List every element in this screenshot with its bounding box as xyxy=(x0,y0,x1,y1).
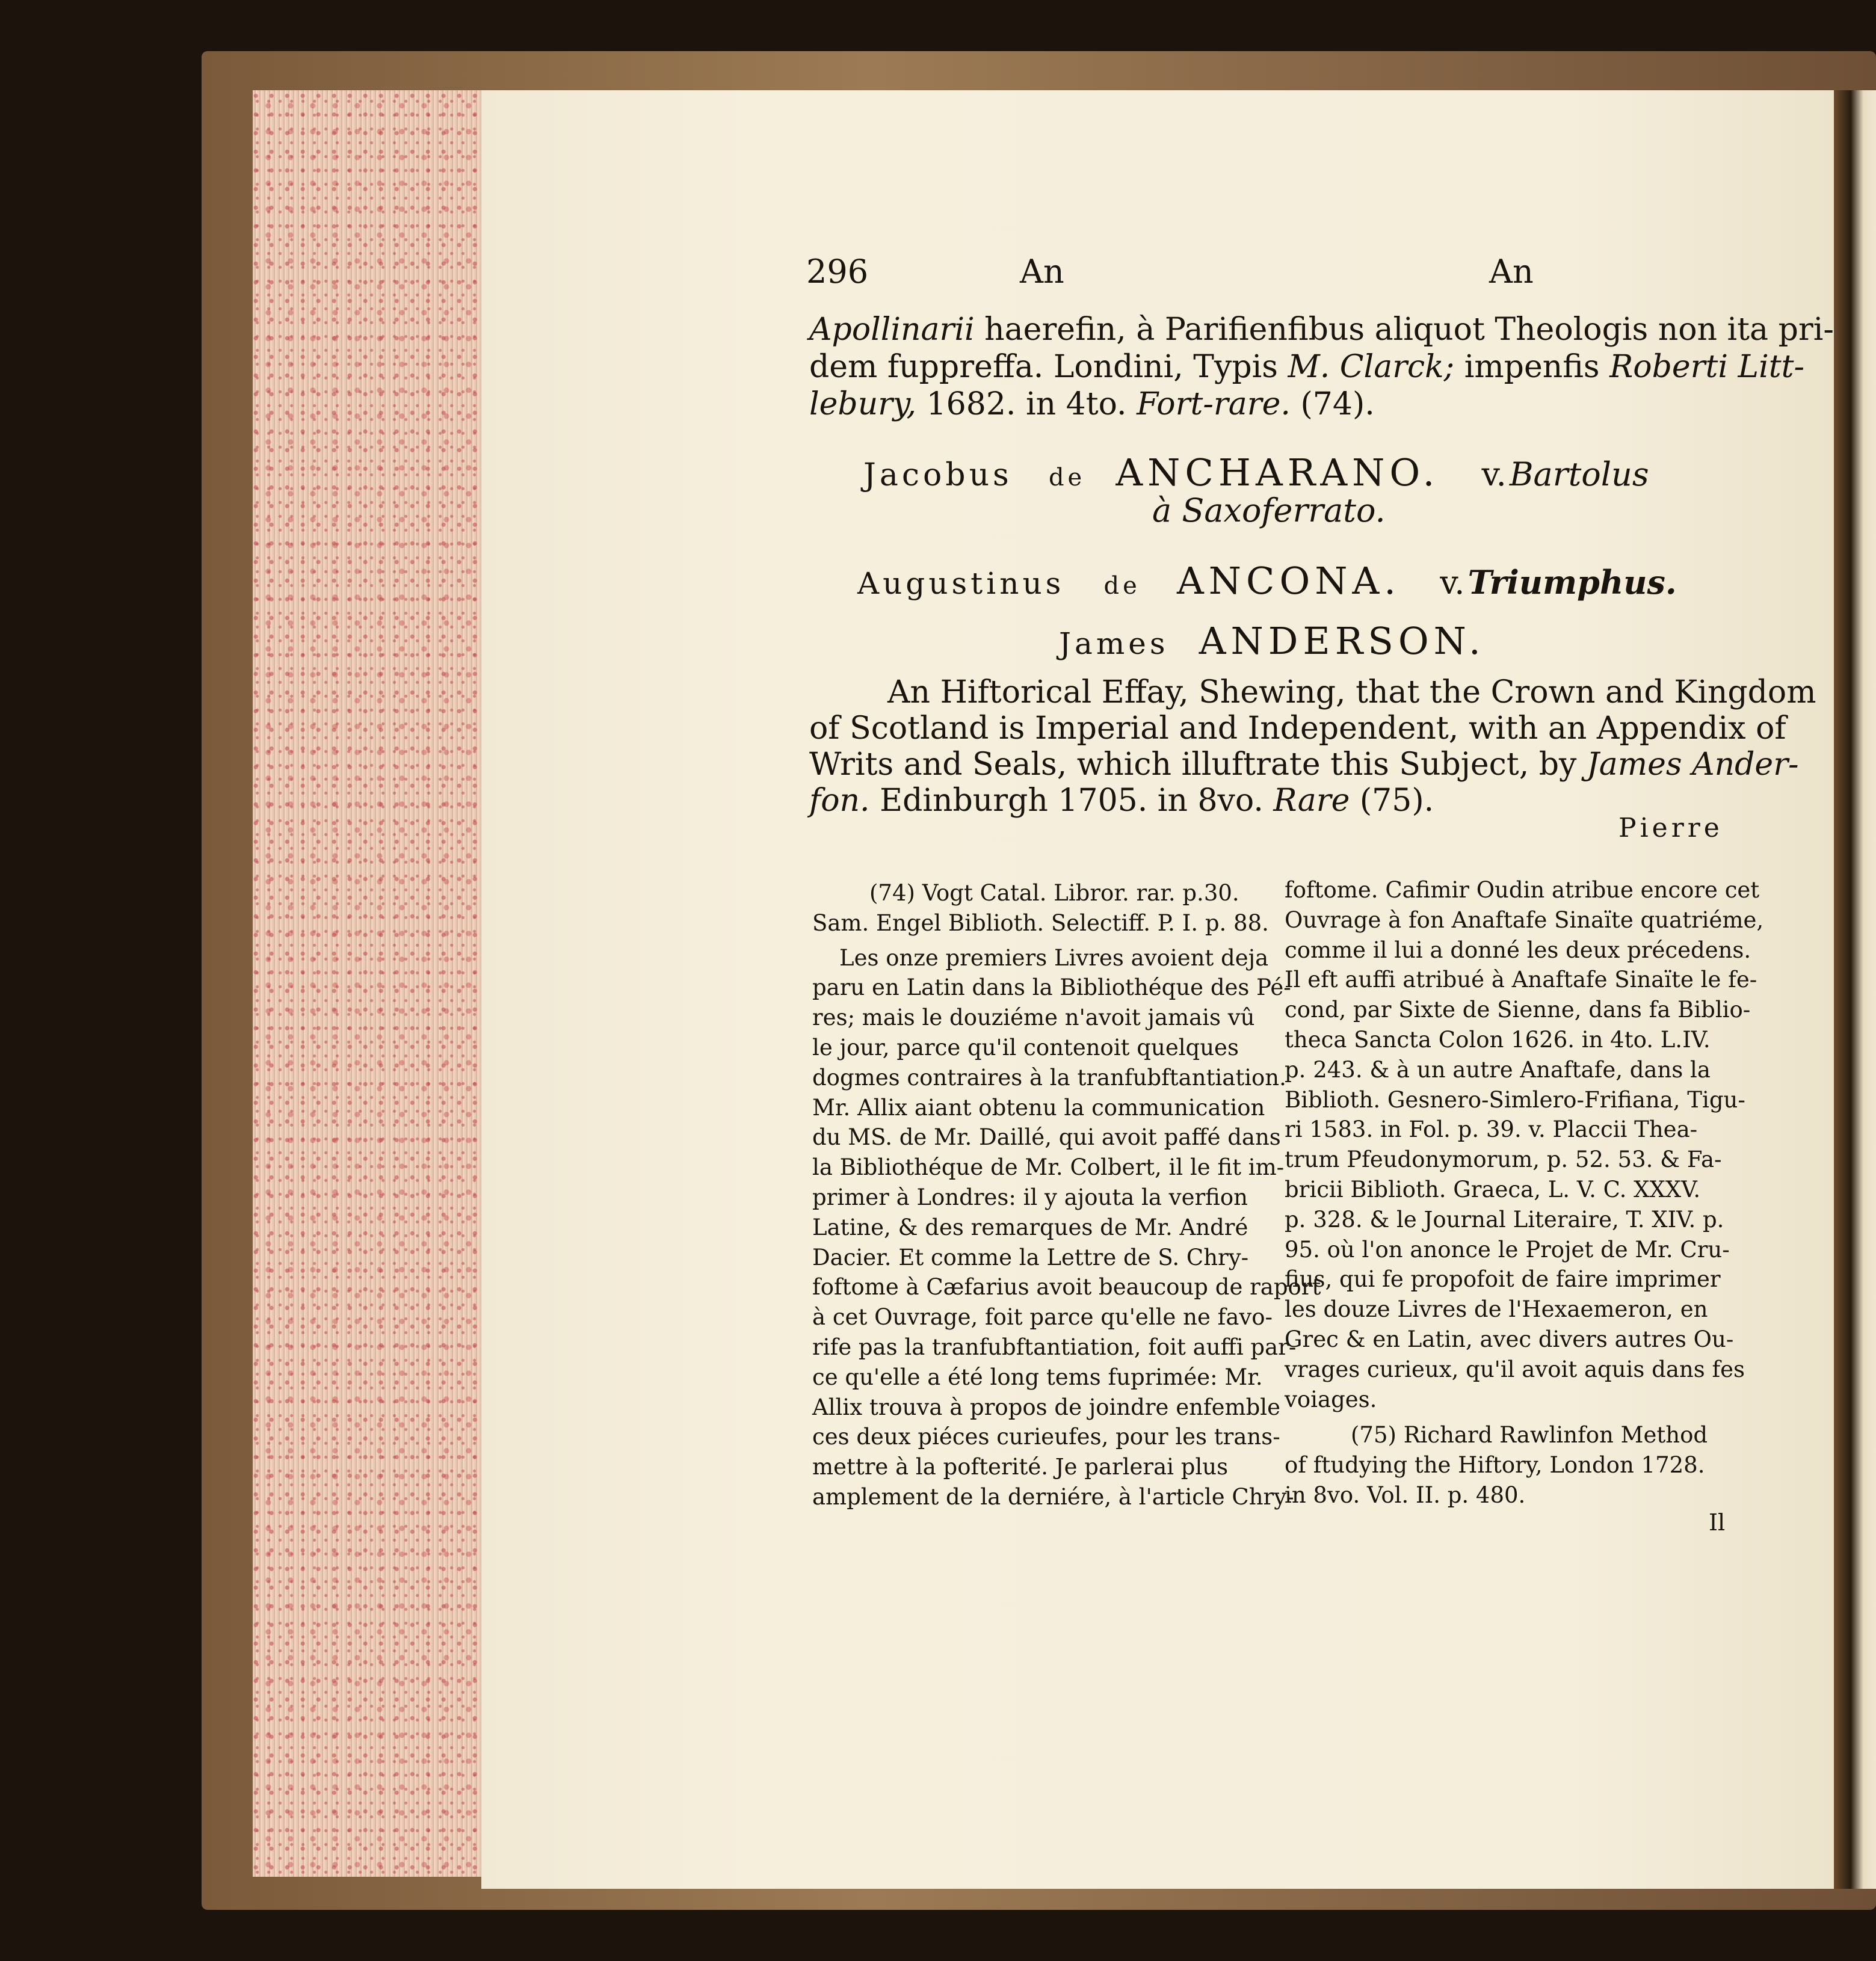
note-line: ce qu'elle a été long tems fuprimée: Mr. xyxy=(812,1364,1263,1390)
note-line: foftome à Cæfarius avoit beaucoup de raport xyxy=(812,1274,1321,1301)
note-line: Ouvrage à fon Anaftafe Sinaïte quatriéme, xyxy=(1285,907,1764,933)
note-line: voiages. xyxy=(1285,1386,1377,1412)
note-line: trum Pfeudonymorum, p. 52. 53. & Fa- xyxy=(1285,1147,1722,1173)
note-line: amplement de la derniére, à l'article Chry- xyxy=(812,1483,1294,1510)
entry-line-1: Apollinarii haerefin, à Parifienfibus aliquot Theologis non ita pri- xyxy=(809,312,1834,348)
note-line: Grec & en Latin, avec divers autres Ou- xyxy=(1285,1326,1734,1352)
note-line: p. 243. & à un autre Anaftafe, dans la xyxy=(1285,1056,1711,1083)
note-line: primer à Londres: il y ajouta la verfion xyxy=(812,1184,1248,1210)
note-line: of ftudying the Hiftory, London 1728. xyxy=(1285,1452,1705,1479)
note-line: rife pas la tranfubftantiation, foit auffi par- xyxy=(812,1334,1297,1360)
note-line: dogmes contraires à la tranfubftantiation. xyxy=(812,1064,1286,1091)
note-line: le jour, parce qu'il contenoit quelques xyxy=(812,1034,1239,1061)
notes-left-column xyxy=(812,878,1321,1512)
note-line: p. 328. & le Journal Literaire, T. XIV. p. xyxy=(1285,1206,1724,1233)
note-line: (75) Richard Rawlinfon Method xyxy=(1351,1422,1708,1448)
heading-ancharano: Jacobus de ANCHARANO. v. Bartolus xyxy=(863,451,1649,494)
note-line: 95. où l'on anonce le Projet de Mr. Cru- xyxy=(1285,1236,1730,1263)
note-line: fius, qui fe propofoit de faire imprimer xyxy=(1285,1266,1721,1293)
anderson-line-4: fon. Edinburgh 1705. in 8vo. Rare (75). xyxy=(809,783,1434,819)
book-gutter xyxy=(1834,90,1876,1889)
note-line: Les onze premiers Livres avoient deja xyxy=(839,944,1269,971)
note-line: Sam. Engel Biblioth. Selectiff. P. I. p. 88. xyxy=(812,910,1269,936)
entry-line-2: dem fuppreffa. Londini, Typis M. Clarck; impenfis Roberti Litt- xyxy=(809,349,1805,385)
note-line: Biblioth. Gesnero-Simlero-Frifiana, Tigu- xyxy=(1285,1086,1745,1113)
note-line: res; mais le douziéme n'avoit jamais vû xyxy=(812,1005,1255,1031)
note-line: theca Sancta Colon 1626. in 4to. L.IV. xyxy=(1285,1026,1711,1053)
note-line: comme il lui a donné les deux précedens. xyxy=(1285,937,1751,963)
note-line: foftome. Cafimir Oudin atribue encore cet xyxy=(1285,877,1760,903)
anderson-line-2: of Scotland is Imperial and Independent, with an Appendix of xyxy=(809,710,1786,747)
catchword: Pierre xyxy=(1618,813,1723,843)
signature-mark: Il xyxy=(1709,1509,1726,1536)
note-line: in 8vo. Vol. II. p. 480. xyxy=(1285,1482,1526,1508)
heading-ancharano-ref: à Saxoferrato. xyxy=(1152,491,1386,529)
anderson-line-1: An Hiftorical Effay, Shewing, that the Crown and Kingdom xyxy=(887,674,1816,710)
note-line: (74) Vogt Catal. Libror. rar. p.30. xyxy=(869,880,1239,906)
note-line: à cet Ouvrage, foit parce qu'elle ne favo- xyxy=(812,1304,1273,1331)
note-line: Dacier. Et comme la Lettre de S. Chry- xyxy=(812,1244,1249,1270)
note-line: la Bibliothéque de Mr. Colbert, il le fit im- xyxy=(812,1154,1285,1181)
note-line: mettre à la pofterité. Je parlerai plus xyxy=(812,1454,1229,1480)
heading-anderson: James ANDERSON. xyxy=(1059,619,1486,663)
speckled-page-edges xyxy=(253,90,484,1877)
note-line: bricii Biblioth. Graeca, L. V. C. XXXV. xyxy=(1285,1176,1701,1202)
running-head-left: An xyxy=(1020,253,1064,291)
note-line: ces deux piéces curieufes, pour les trans- xyxy=(812,1424,1280,1450)
note-line: du MS. de Mr. Daillé, qui avoit paffé dans xyxy=(812,1124,1281,1151)
page-number: 296 xyxy=(806,253,869,291)
notes-right-column xyxy=(1285,875,1763,1510)
note-line: Mr. Allix aiant obtenu la communication xyxy=(812,1094,1265,1121)
entry-line-3: lebury, 1682. in 4to. Fort-rare. (74). xyxy=(809,386,1375,422)
note-line: vrages curieux, qu'il avoit aquis dans fes xyxy=(1285,1356,1745,1382)
heading-ancona: Augustinus de ANCONA. v. Triumphus. xyxy=(857,559,1677,603)
note-line: Latine, & des remarques de Mr. André xyxy=(812,1214,1248,1240)
note-line: ri 1583. in Fol. p. 39. v. Placcii Thea- xyxy=(1285,1116,1698,1143)
note-line: Allix trouva à propos de joindre enfemble xyxy=(812,1394,1281,1420)
note-line: les douze Livres de l'Hexaemeron, en xyxy=(1285,1296,1708,1323)
anderson-line-3: Writs and Seals, which illuftrate this Subject, by James Ander- xyxy=(809,747,1799,783)
running-head-right: An xyxy=(1489,253,1534,291)
note-line: cond, par Sixte de Sienne, dans fa Biblio- xyxy=(1285,997,1751,1023)
note-line: Il eft auffi atribué à Anaftafe Sinaïte le fe- xyxy=(1285,967,1757,993)
note-line: paru en Latin dans la Bibliothéque des Pé- xyxy=(812,974,1291,1001)
